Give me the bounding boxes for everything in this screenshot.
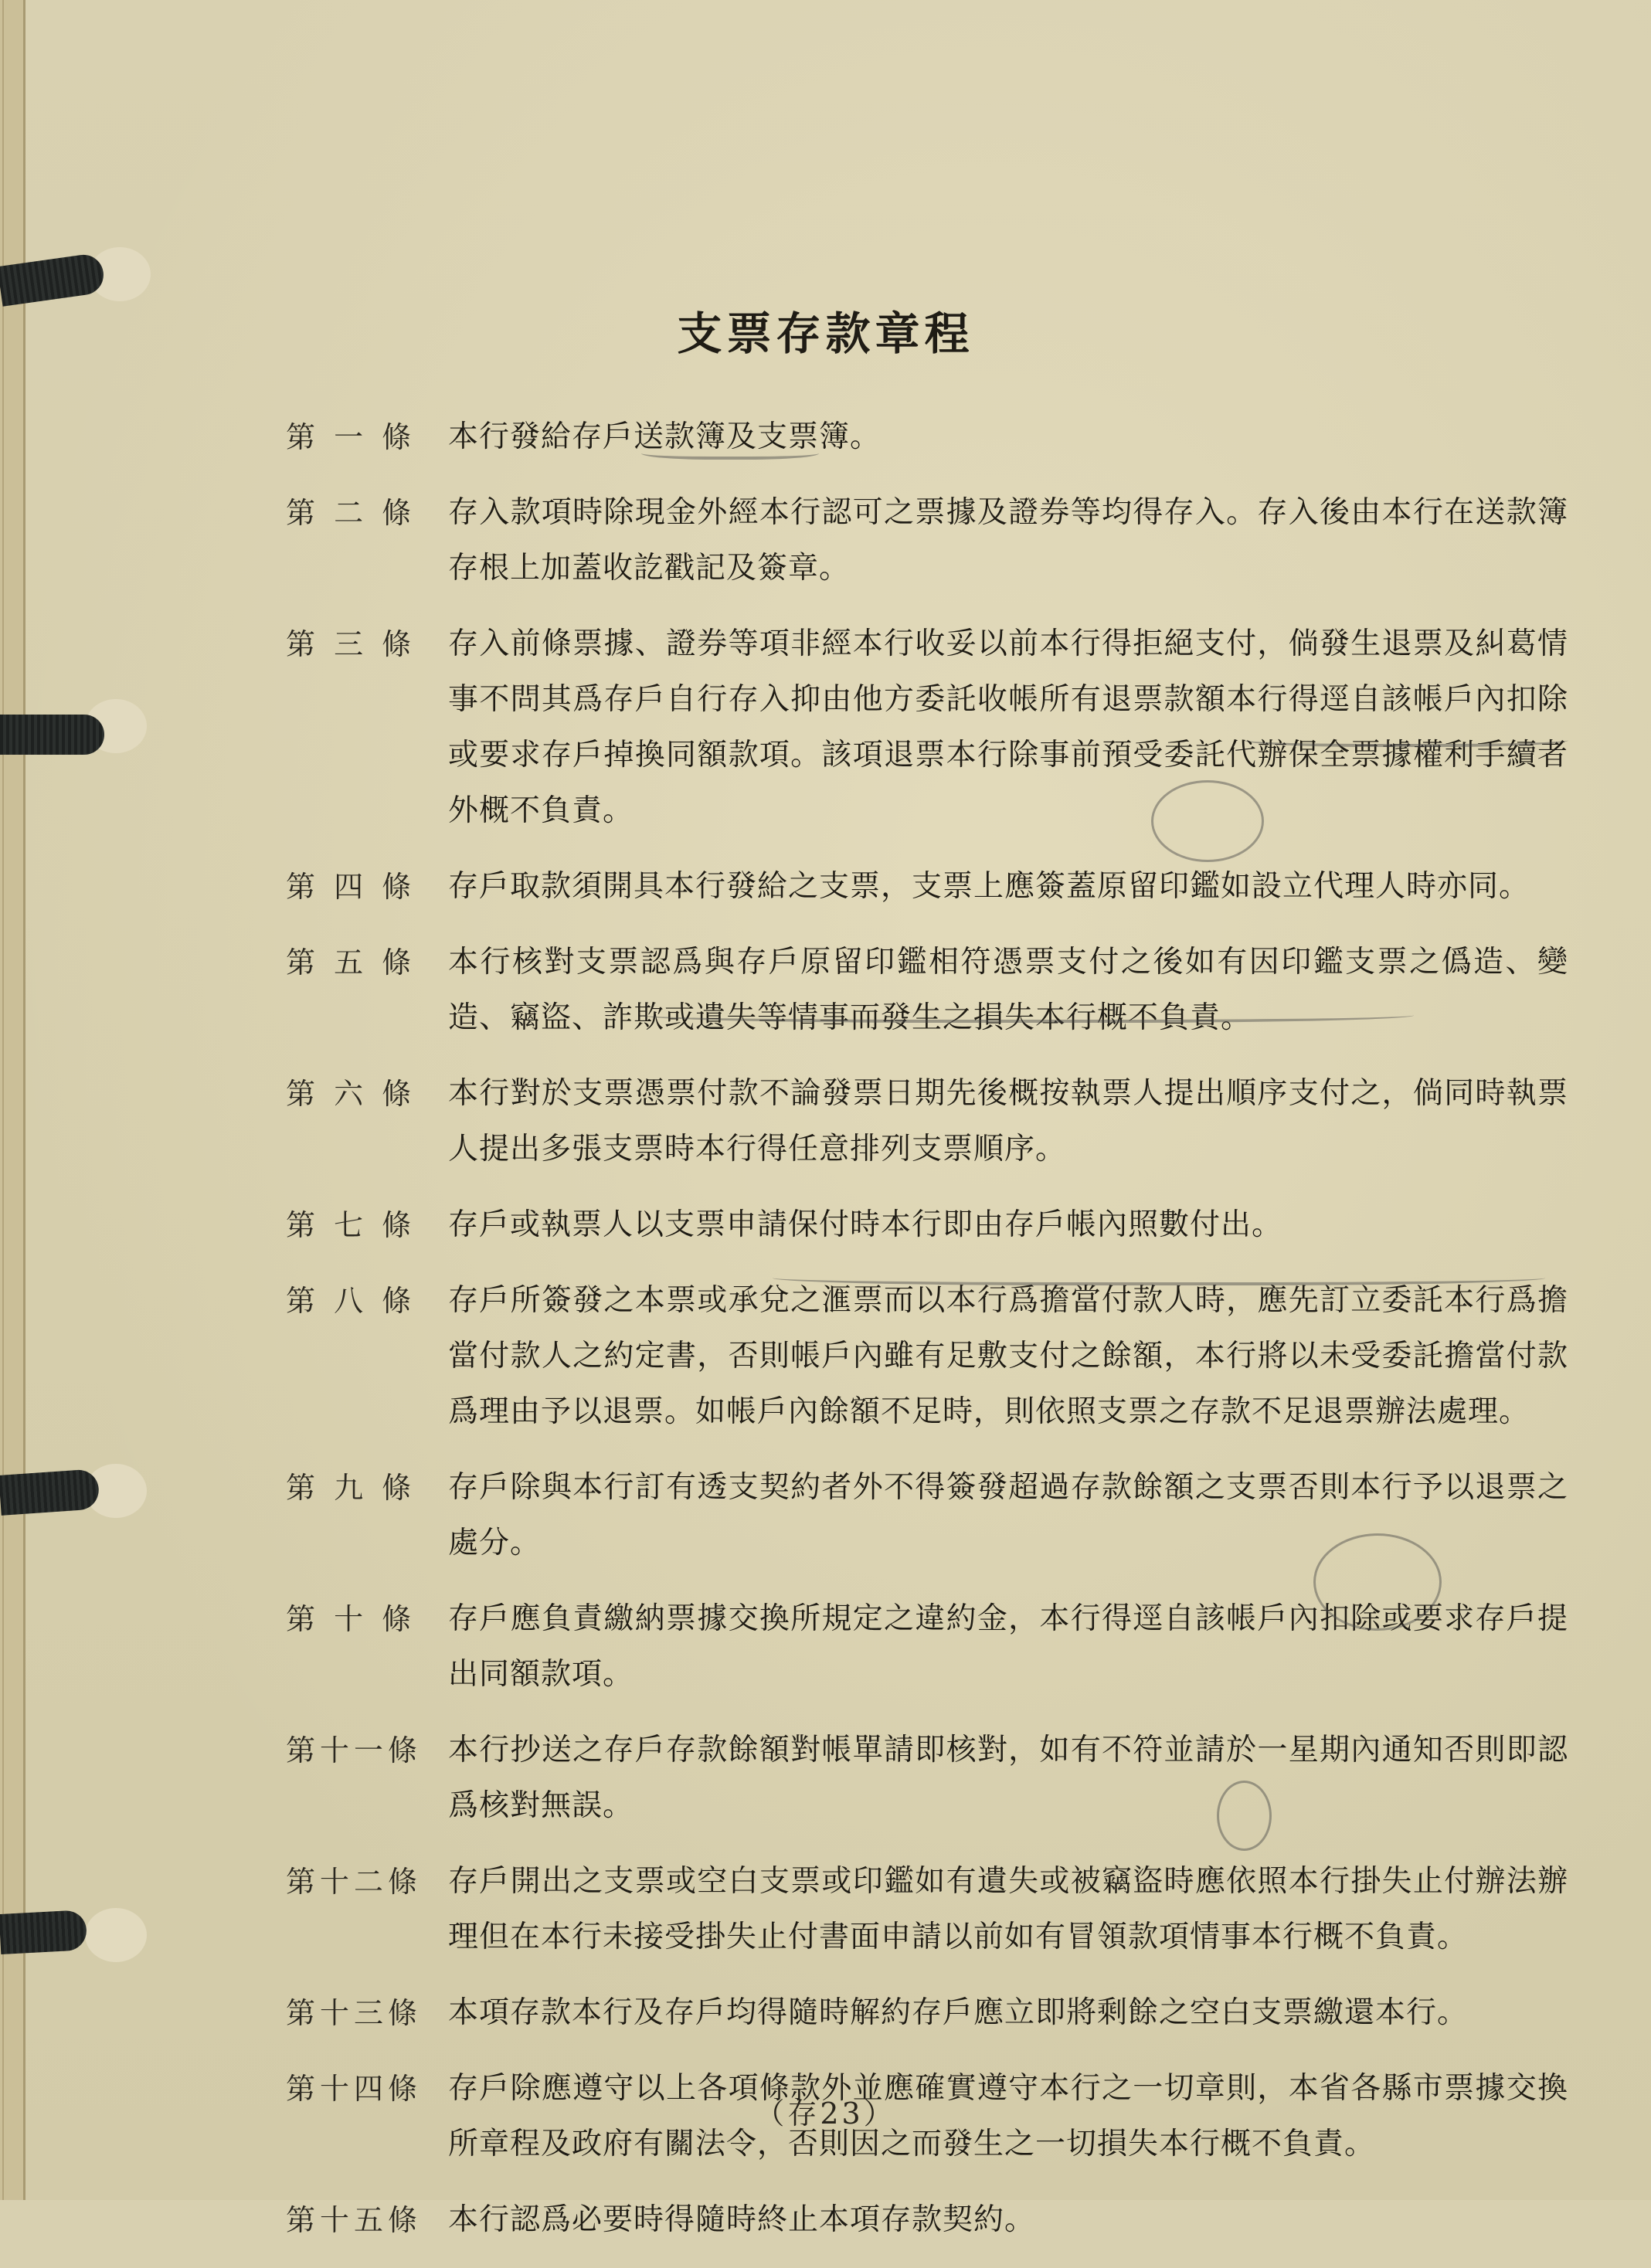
binding-cord-icon bbox=[0, 715, 104, 755]
pencil-underline bbox=[1244, 730, 1568, 747]
page-number: （存23） bbox=[755, 2097, 896, 2130]
article-text: 本行對於支票憑票付款不論發票日期先後概按執票人提出順序支付之，倘同時執票人提出多張支票時本行得任意排列支票順序。 bbox=[448, 1076, 1568, 1166]
pencil-circle bbox=[1151, 780, 1264, 862]
article-text: 存戶應負責繳納票據交換所規定之違約金，本行得逕自該帳戶內扣除或要求存戶提出同額款項。 bbox=[448, 1601, 1568, 1692]
article-text: 本行核對支票認爲與存戶原留印鑑相符憑票支付之後如有因印鑑支票之僞造、變造、竊盜、詐欺或遺失等情事而發生之損失本行概不負責。 bbox=[448, 945, 1568, 1035]
article-13 bbox=[286, 1985, 1568, 2041]
article-3 bbox=[286, 616, 1568, 839]
article-label: 第十二條 bbox=[286, 1865, 423, 1899]
article-text: 本行抄送之存戶存款餘額對帳單請即核對，如有不符並請於一星期內通知否則即認爲核對無誤。 bbox=[448, 1733, 1568, 1823]
article-11 bbox=[286, 1723, 1568, 1834]
article-label: 第 四 條 bbox=[286, 870, 416, 904]
article-label: 第 一 條 bbox=[286, 420, 416, 454]
article-5 bbox=[286, 935, 1568, 1046]
binding-hole bbox=[85, 1908, 147, 1962]
article-text: 存戶除應遵守以上各項條款外並應確實遵守本行之一切章則，本省各縣市票據交換所章程及政府有關法令，否則因之而發生之一切損失本行概不負責。 bbox=[448, 2071, 1568, 2161]
article-15 bbox=[286, 2192, 1568, 2248]
document-title: 支票存款章程 bbox=[677, 307, 974, 360]
article-label: 第 五 條 bbox=[286, 946, 416, 980]
article-label: 第十五條 bbox=[286, 2203, 423, 2237]
article-label: 第 八 條 bbox=[286, 1284, 416, 1318]
pencil-underline bbox=[773, 1267, 1545, 1285]
pencil-underline bbox=[641, 1004, 1414, 1023]
article-text: 存戶或執票人以支票申請保付時本行即由存戶帳內照數付出。 bbox=[448, 1207, 1283, 1242]
article-text: 存入款項時除現金外經本行認可之票據及證券等均得存入。存入後由本行在送款簿存根上加蓋收訖戳記及簽章。 bbox=[448, 495, 1568, 586]
article-label: 第 七 條 bbox=[286, 1208, 416, 1242]
article-7 bbox=[286, 1197, 1568, 1253]
article-text: 存戶取款須開具本行發給之支票，支票上應簽蓋原留印鑑如設立代理人時亦同。 bbox=[448, 869, 1530, 904]
pencil-circle bbox=[1313, 1533, 1442, 1631]
article-12 bbox=[286, 1854, 1568, 1965]
article-8 bbox=[286, 1273, 1568, 1440]
pencil-circle bbox=[1217, 1781, 1272, 1851]
article-2 bbox=[286, 485, 1568, 596]
article-text: 本項存款本行及存戶均得隨時解約存戶應立即將剩餘之空白支票繳還本行。 bbox=[448, 1995, 1469, 2030]
article-text: 本行發給存戶送款簿及支票簿。 bbox=[448, 419, 882, 454]
article-6 bbox=[286, 1066, 1568, 1177]
article-label: 第 十 條 bbox=[286, 1602, 416, 1636]
article-text: 存戶開出之支票或空白支票或印鑑如有遺失或被竊盜時應依照本行掛失止付辦法辦理但在本行未接受掛失止付書面申請以前如有冒領款項情事本行概不負責。 bbox=[448, 1864, 1568, 1954]
article-label: 第 六 條 bbox=[286, 1077, 416, 1111]
article-text: 存戶除與本行訂有透支契約者外不得簽發超過存款餘額之支票否則本行予以退票之處分。 bbox=[448, 1470, 1568, 1560]
article-label: 第 九 條 bbox=[286, 1471, 416, 1505]
binding-cord-icon bbox=[0, 1468, 100, 1516]
article-text: 存入前條票據、證券等項非經本行收妥以前本行得拒絕支付，倘發生退票及糾葛情事不問其爲存戶自行存入抑由他方委託收帳所有退票款額本行得逕自該帳戶內扣除或要求存戶掉換同額款項。該項退票本行除事前預受委託代辦保全票據權利手續者外概不負責。 bbox=[448, 626, 1568, 828]
article-4 bbox=[286, 859, 1568, 915]
pencil-underline bbox=[641, 444, 819, 460]
article-label: 第 三 條 bbox=[286, 627, 416, 661]
article-text: 存戶所簽發之本票或承兌之滙票而以本行爲擔當付款人時，應先訂立委託本行爲擔當付款人之約定書，否則帳戶內雖有足敷支付之餘額，本行將以未受委託擔當付款爲理由予以退票。如帳戶內餘額不足時，則依照支票之存款不足退票辦法處理。 bbox=[448, 1283, 1568, 1429]
article-label: 第 二 條 bbox=[286, 496, 416, 530]
article-label: 第十一條 bbox=[286, 1733, 423, 1767]
article-label: 第十四條 bbox=[286, 2072, 423, 2106]
articles-list bbox=[286, 409, 1568, 2268]
article-1 bbox=[286, 409, 1568, 465]
article-label: 第十三條 bbox=[286, 1996, 423, 2030]
article-text: 本行認爲必要時得隨時終止本項存款契約。 bbox=[448, 2202, 1036, 2237]
binding-cord-icon bbox=[0, 1910, 87, 1954]
